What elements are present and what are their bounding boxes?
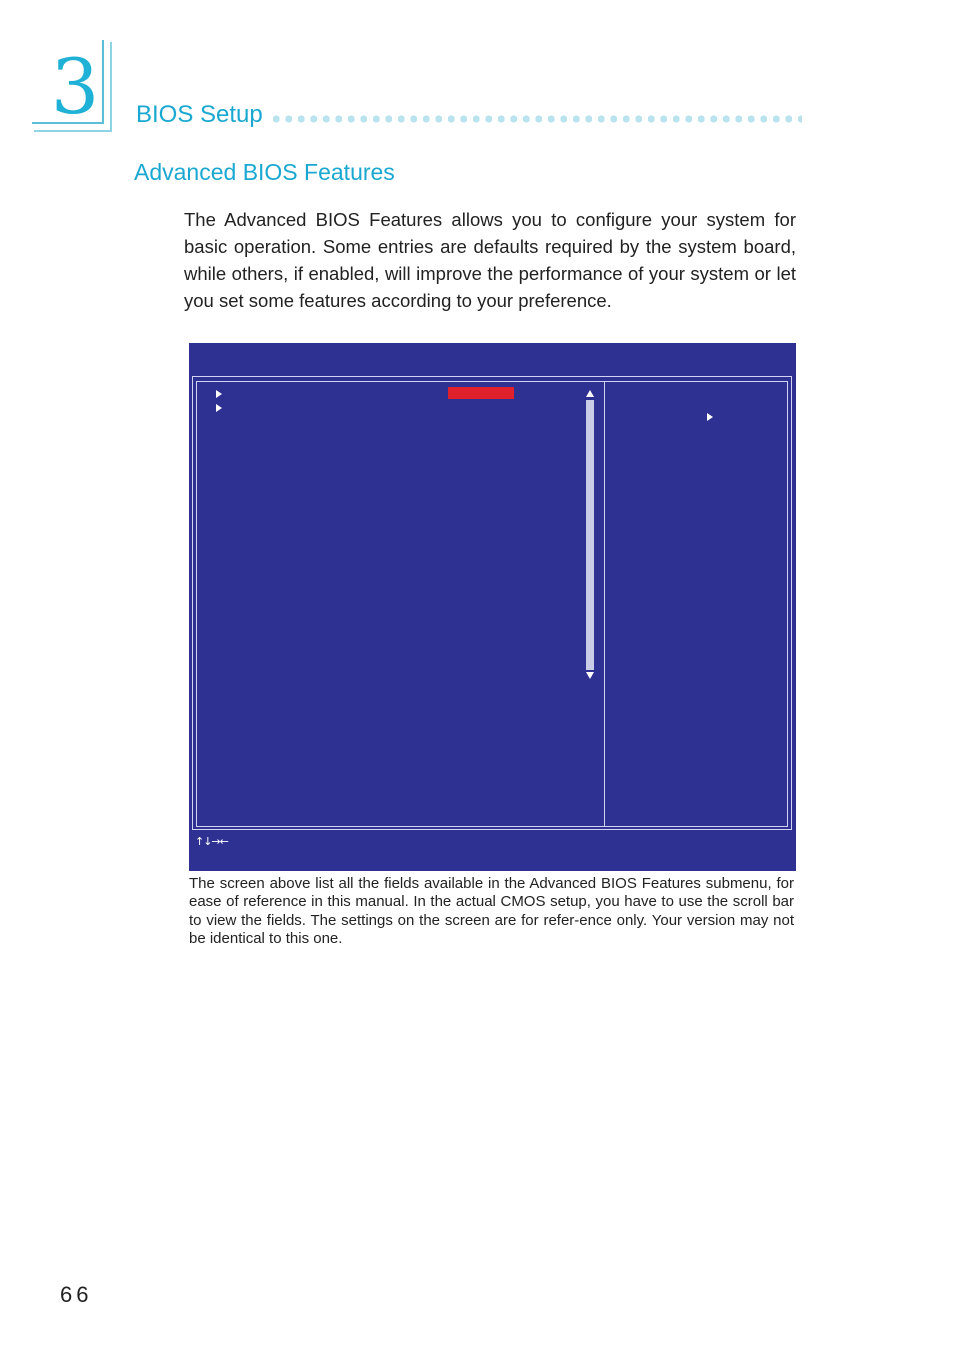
header-dotted-rule [270, 115, 802, 123]
page-number: 66 [60, 1282, 93, 1307]
bios-screen [189, 343, 796, 871]
chapter-number: 3 [50, 42, 100, 131]
selected-value-highlight[interactable] [448, 387, 514, 399]
section-title: Advanced BIOS Features [134, 159, 395, 185]
scrollbar[interactable] [586, 400, 594, 670]
submenu-arrow-icon[interactable] [216, 390, 222, 398]
bios-inner-frame [196, 381, 788, 827]
scroll-up-arrow-icon[interactable] [586, 390, 594, 397]
scroll-down-arrow-icon[interactable] [586, 672, 594, 679]
submenu-arrow-icon[interactable] [216, 404, 222, 412]
intro-paragraph: The Advanced BIOS Features allows you to configure your system for basic operation. Some entries are defaults required by the system board, while others, if enabled, will improve the performance of your system or let you set some features according to your preference. [184, 209, 796, 311]
help-arrow-icon [707, 413, 713, 421]
figure-caption: The screen above list all the fields available in the Advanced BIOS Features submenu, for ease of reference in this manual. In the actual CMOS setup, you have to use the scroll bar to view the fields. The settings on the screen are for refer-ence only. Your version may not be identical to this one. [189, 875, 794, 947]
chapter-title: BIOS Setup [136, 101, 263, 128]
bios-help-divider [604, 381, 605, 827]
key-hints: ↑↓→← [195, 835, 228, 848]
